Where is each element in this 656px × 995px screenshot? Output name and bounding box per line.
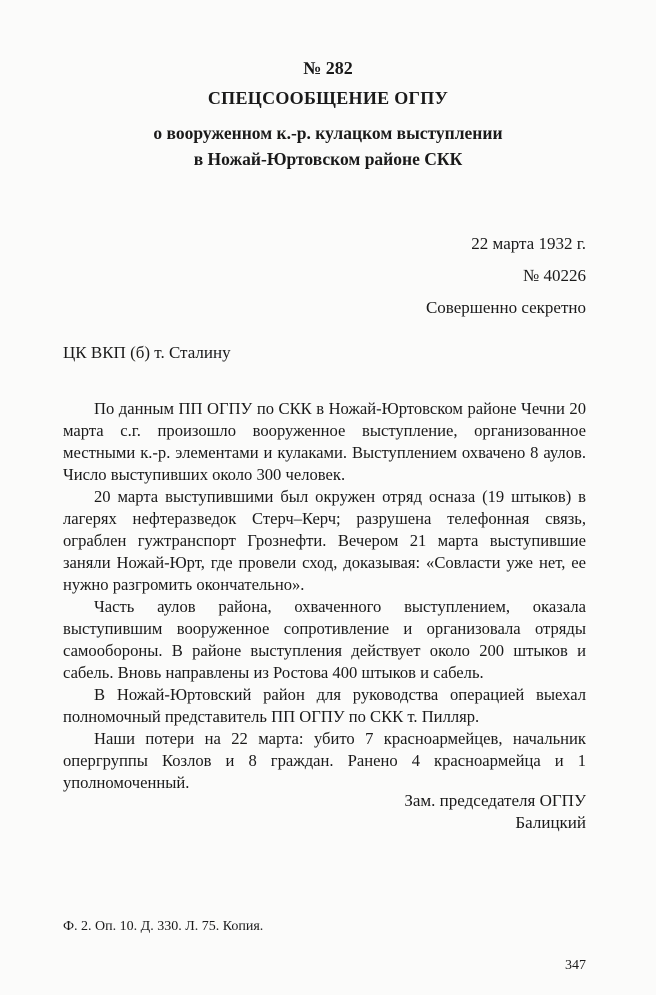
body-paragraph: Часть аулов района, охваченного выступлением, оказала выступившим вооруженное сопротивление и организовала отряды самообороны. В районе выступления действует около 200 штыков и сабель. Вновь направлены из Ростова 400 штыков и сабель.: [63, 597, 586, 682]
body-paragraph: Наши потери на 22 марта: убито 7 красноармейцев, начальник опергруппы Козлов и 8 граждан. Ранено 4 красноармейца и 1 уполномоченный.: [63, 729, 586, 792]
document-title: СПЕЦСООБЩЕНИЕ ОГПУ: [207, 88, 449, 108]
signatory-name: Балицкий: [515, 813, 586, 832]
document-date: 22 марта 1932 г.: [471, 234, 586, 253]
subtitle-line-1: о вооруженном к.-р. кулацком выступлении: [153, 123, 503, 143]
subtitle-line-2: в Ножай-Юртовском районе СКК: [193, 149, 463, 169]
document-subtitle: [0, 120, 656, 172]
classification-label: Совершенно секретно: [425, 298, 586, 317]
body-paragraph: По данным ПП ОГПУ по СКК в Ножай-Юртовском районе Чечни 20 марта с.г. произошло вооруженное выступление, организованное местными к.-р. элементами и кулаками. Выступлением охвачено 8 аулов. Число выступивших около 300 человек.: [63, 399, 586, 484]
body-paragraph: 20 марта выступившими был окружен отряд осназа (19 штыков) в лагерях нефтеразведок Стерч–Керч; разрушена телефонная связь, ограблен гужтранспорт Грознефти. Вечером 21 марта выступившие заняли Ножай-Юрт, где провели сход, доказывая: «Совласти уже нет, ее нужно разгромить окончательно».: [63, 487, 586, 594]
signatory-position: Зам. председателя ОГПУ: [404, 791, 586, 810]
document-body: [63, 398, 586, 794]
page-number: 347: [565, 958, 586, 973]
archive-footnote: Ф. 2. Оп. 10. Д. 330. Л. 75. Копия.: [63, 919, 264, 934]
body-paragraph: В Ножай-Юртовский район для руководства операцией выехал полномочный представитель ПП ОГПУ по СКК т. Пилляр.: [63, 685, 586, 726]
document-number: № 282: [303, 58, 353, 78]
addressee: ЦК ВКП (б) т. Сталину: [63, 343, 231, 362]
signature-block: [404, 790, 586, 834]
registration-number: № 40226: [523, 266, 586, 285]
